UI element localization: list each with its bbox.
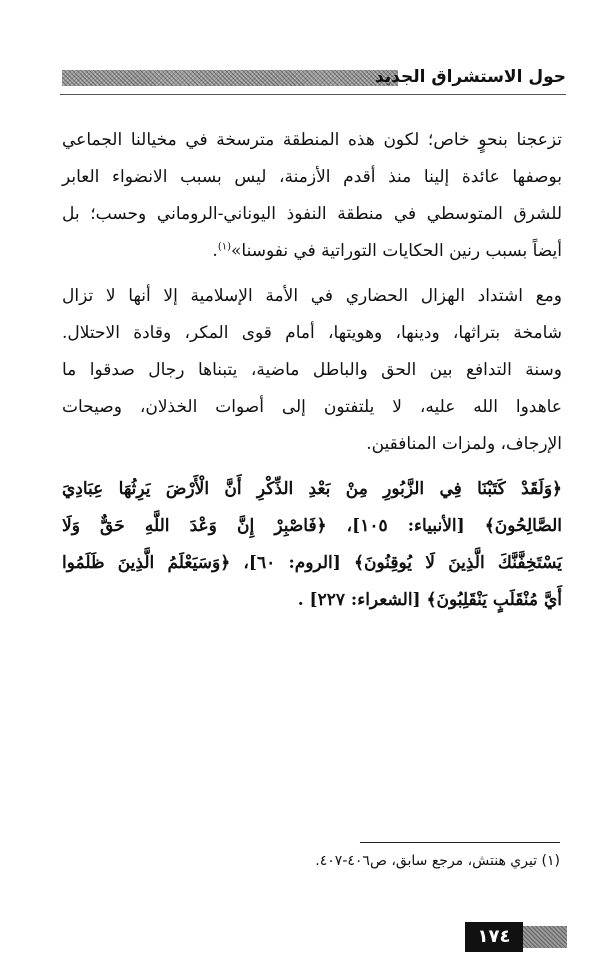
paragraph-1: [62, 122, 562, 270]
header-decorative-bar: [62, 70, 398, 86]
footnote: (١) تيري هنتش، مرجع سابق، ص٤٠٦-٤٠٧.: [315, 853, 560, 869]
quran-verses-paragraph: [62, 471, 562, 619]
header-title: حول الاستشراق الجديد: [374, 67, 566, 87]
running-header: [60, 62, 566, 92]
sentence-end: .: [212, 241, 218, 261]
text-line: أَيَّ مُنْقَلَبٍ يَنْقَلِبُونَ﴾ [الشعراء: ٢٢٧] .: [297, 590, 562, 610]
text-line: يَسْتَخِفَّنَّكَ الَّذِينَ لَا يُوقِنُونَ﴾ [الروم: ٦٠]، ﴿وَسَيَعْلَمُ الَّذِينَ ظَلَمُوا: [62, 553, 562, 573]
text-line: للشرق المتوسطي في منطقة النفوذ اليوناني-الروماني وحسب؛ بل: [62, 204, 562, 224]
body-text: [62, 122, 562, 619]
text-segment: أيضاً بسبب رنين الحكايات التوراتية في نفوسنا»: [231, 241, 562, 261]
text-line: [62, 233, 562, 270]
page-number: ١٧٤: [465, 922, 523, 952]
text-line: الصَّالِحُونَ﴾ [الأنبياء: ١٠٥]، ﴿فَاصْبِرْ إِنَّ وَعْدَ اللَّهِ حَقٌّ وَلَا: [62, 516, 562, 536]
text-line: ﴿وَلَقَدْ كَتَبْنَا فِي الزَّبُورِ مِنْ بَعْدِ الذِّكْرِ أَنَّ الْأَرْضَ يَرِثُهَا عِبَادِيَ: [62, 479, 562, 499]
text-line: ومع اشتداد الهزال الحضاري في الأمة الإسلامية إلا أنها لا تزال: [62, 286, 562, 306]
footnote-rule: [360, 842, 560, 843]
paragraph-2: [62, 278, 562, 463]
footnote-reference: (١): [217, 241, 232, 253]
text-line: بوصفها عائدة إلينا منذ أقدم الأزمنة، ليس بسبب الانضواء العابر: [62, 167, 562, 187]
text-line: تزعجنا بنحوٍ خاص؛ لكون هذه المنطقة مترسخة في مخيالنا الجماعي: [62, 130, 562, 150]
text-line: وسنة التدافع بين الحق والباطل ماضية، يتبناها رجال صدقوا ما: [62, 360, 562, 380]
text-line: الإرجاف، ولمزات المنافقين.: [366, 434, 562, 454]
text-line: شامخة بتراثها، ودينها، وهويتها، أمام قوى المكر، وقادة الاحتلال.: [62, 323, 562, 343]
footer-decorative-bar: [523, 926, 567, 948]
text-line: عاهدوا الله عليه، لا يلتفتون إلى أصوات الخذلان، وصيحات: [62, 397, 562, 417]
header-rule: [60, 94, 566, 95]
